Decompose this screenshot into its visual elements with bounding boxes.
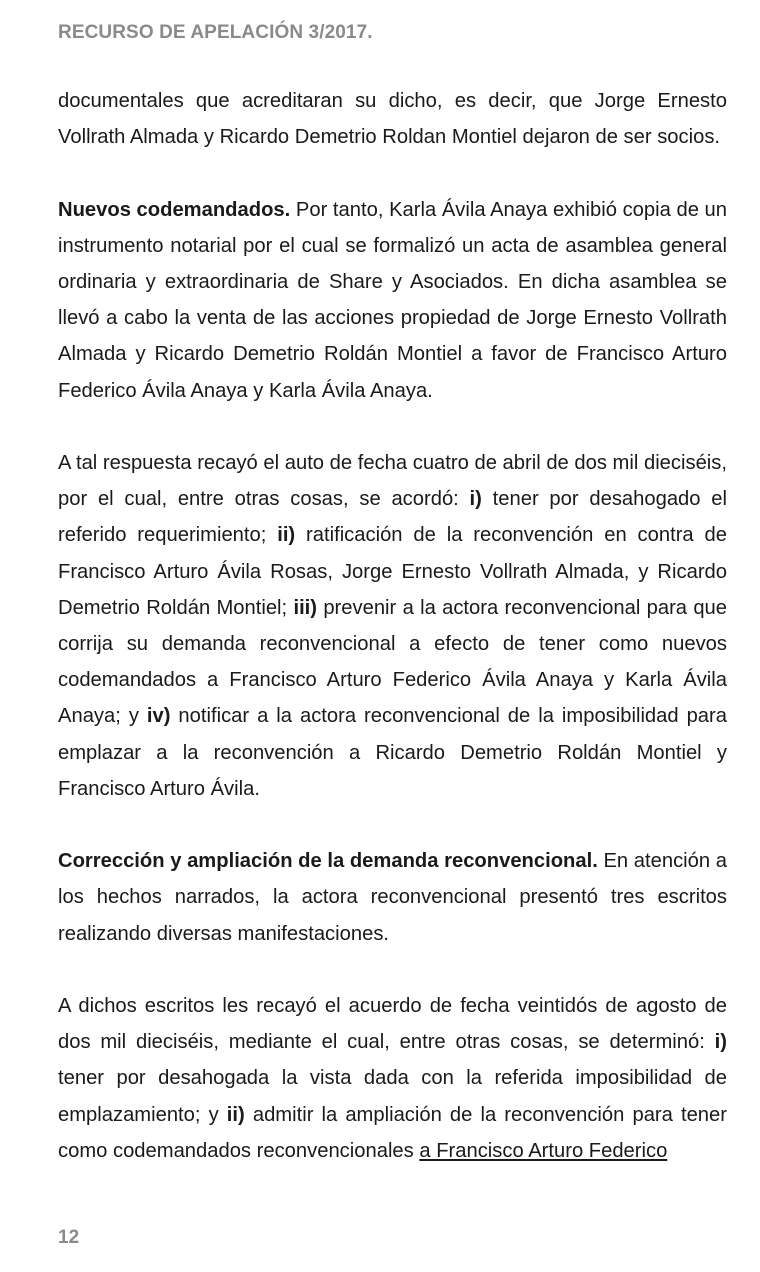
enum-marker-i: i)	[469, 488, 482, 511]
heading-correccion-ampliacion: Corrección y ampliación de la demanda reconvencional.	[58, 850, 598, 873]
paragraph-4-text: En atención a los hechos narrados, la actora reconvencional presentó tres escritos realizando diversas manifestaciones.	[58, 850, 727, 945]
paragraph-3-text-d: prevenir a la actora reconvencional para que corrija su demanda reconvencional a efecto de tener como nuevos codemandados a Francisco Arturo Federico Ávila Anaya y Karla Ávila Anaya; y	[58, 596, 727, 728]
heading-nuevos-codemandados: Nuevos codemandados.	[58, 198, 291, 221]
paragraph-1	[58, 83, 727, 155]
enum-marker-iv: iv)	[146, 705, 171, 728]
paragraph-4	[58, 843, 727, 952]
paragraph-5-text-b: tener por desahogada la vista dada con la referida imposibilidad de emplazamiento; y	[58, 1067, 727, 1126]
running-header: RECURSO DE APELACIÓN 3/2017.	[58, 22, 373, 43]
enum-marker-ii: ii)	[226, 1103, 245, 1126]
paragraph-1-text: documentales que acreditaran su dicho, es decir, que Jorge Ernesto Vollrath Almada y Ricardo Demetrio Roldan Montiel dejaron de ser socios.	[58, 90, 727, 149]
paragraph-3-text-b: tener por desahogado el referido requerimiento;	[58, 488, 727, 547]
enum-marker-i: i)	[714, 1031, 727, 1054]
enum-marker-ii: ii)	[277, 524, 296, 547]
paragraph-2	[58, 192, 727, 409]
paragraph-5-text-c: admitir la ampliación de la reconvención para tener como codemandados reconvencionales	[58, 1103, 727, 1162]
underlined-text: a Francisco Arturo Federico	[419, 1139, 668, 1162]
paragraph-5-text-a: A dichos escritos les recayó el acuerdo de fecha veintidós de agosto de dos mil dieciséis, mediante el cual, entre otras cosas, se determinó:	[58, 995, 727, 1054]
page-number: 12	[58, 1227, 80, 1248]
paragraph-3-text-a: A tal respuesta recayó el auto de fecha cuatro de abril de dos mil dieciséis, por el cual, entre otras cosas, se acordó:	[58, 452, 727, 511]
enum-marker-iii: iii)	[293, 596, 318, 619]
paragraph-5	[58, 988, 727, 1169]
paragraph-3-text-c: ratificación de la reconvención en contra de Francisco Arturo Ávila Rosas, Jorge Ernesto Vollrath Almada, y Ricardo Demetrio Roldán Montiel;	[58, 524, 727, 619]
paragraph-3-text-e: notificar a la actora reconvencional de la imposibilidad para emplazar a la reconvención a Ricardo Demetrio Roldán Montiel y Francisco Arturo Ávila.	[58, 705, 727, 800]
document-body	[58, 83, 727, 1205]
paragraph-3	[58, 445, 727, 807]
paragraph-2-text: Por tanto, Karla Ávila Anaya exhibió copia de un instrumento notarial por el cual se formalizó un acta de asamblea general ordinaria y extraordinaria de Share y Asociados. En dicha asamblea se llevó a cabo la venta de las acciones propiedad de Jorge Ernesto Vollrath Almada y Ricardo Demetrio Roldán Montiel a favor de Francisco Arturo Federico Ávila Anaya y Karla Ávila Anaya.	[58, 198, 728, 402]
